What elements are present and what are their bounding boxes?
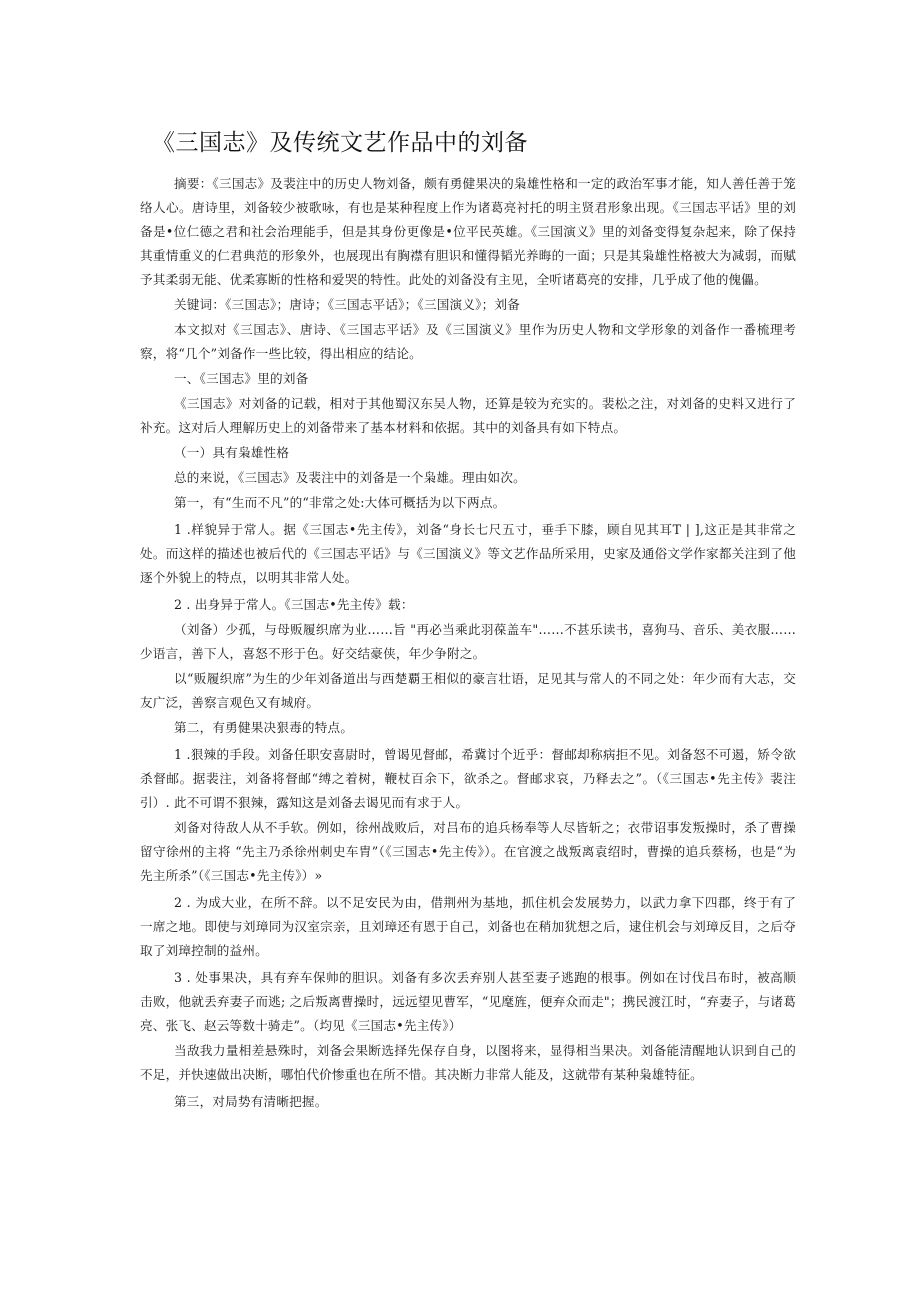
- abstract-paragraph: 摘要：《三国志》及裴注中的历史人物刘备，颇有勇健果决的枭雄性格和一定的政治军事才能，知人善任善于笼络人心。唐诗里，刘备较少被歌咏，有也是某种程度上作为诸葛亮衬托的明主贤君形象出现。《三国志平话》里的刘备是•位仁德之君和社会治理能手，但是其身份更像是•位平民英雄。《三国演义》里的刘备变得复杂起来，除了保持其重情重义的仁君典范的形象外，也展现出有胸襟有胆识和懂得韬光养晦的一面；只是其枭雄性格被大为减弱，而赋予其柔弱无能、优柔寡断的性格和爱哭的特性。此处的刘备没有主见，全听诸葛亮的安排，几乎成了他的傀儡。: [140, 176, 796, 287]
- point-heading: 第一，有“生而不凡”的“非常之处:大体可概括为以下两点。: [174, 495, 506, 510]
- body-paragraph: 以“贩履织席”为生的少年刘备道出与西楚覇王相似的豪言壮语，足见其与常人的不同之处：年少而有大志，交友广泛，善察言观色又有城府。: [140, 671, 796, 710]
- list-item: 2 . 为成大业，在所不辞。以不足安民为由，借荆州为基地，抓住机会发展势力，以武力拿下四郡，终于有了一席之地。即使与刘璋同为汉室宗亲，且刘璋还有恩于自己，刘备也在稍加犹想之后，逮住机会与刘璋反目，之后夺取了刘璋控制的益州。: [140, 895, 796, 958]
- body-paragraph: 刘备对待敌人从不手软。例如，徐州战败后，对吕布的追兵杨奉等人尽皆斩之；衣带诏事发叛操时，杀了曹操留守徐州的主将 “先主乃杀徐州刺史车胄”（《三国志•先主传》）。在官渡之战叛离袁绍时，曹操的追兵蔡杨，也是“为先主所杀”（《三国志•先主传》）»: [140, 820, 796, 883]
- list-item: 1 .样貌异于常人。据《三国志•先主传》，刘备“身长七尺五寸，垂手下膝，顾自见其耳T | ],这正是其非常之处。而这样的描述也被后代的《三国志平话》与《三国演义》等文艺作品所采用，史家及通俗文学作家都关注到了他逐个外貌上的特点，以明其非常人处。: [140, 522, 796, 585]
- article-title: 《三国志》及传统文艺作品中的刘备: [152, 130, 528, 156]
- point-heading: 第二，有勇健果决狠毒的特点。: [174, 720, 354, 735]
- list-item: 2 . 出身异于常人。《三国志•先主传》载：: [174, 597, 414, 612]
- article-body: [140, 172, 796, 1115]
- section-heading-1: 一、《三国志》里的刘备: [174, 371, 309, 386]
- quotation-paragraph: （刘备）少孤，与母贩履织席为业……旨 "再必当乘此羽葆盖车"……不甚乐读书，喜狗马、音乐、美衣服……少语言，善下人，喜怒不形于色。好交结豪侠，年少争附之。: [140, 622, 796, 661]
- list-item: 3 . 处事果决，具有弃车保帅的胆识。刘备有多次丢弃别人甚至妻子逃跑的根事。例如在讨伐吕布时，被高顺击败，他就丢弃妻子而逃; 之后叛离曹操时，远远望见曹军，“见麾旌，便弃众而走"；携民渡江时，“弃妻子，与诸葛亮、张飞、赵云等数十骑走”。（均见《三国志•先主传》）: [140, 970, 796, 1033]
- list-item: 1 .狠辣的手段。刘备任职安喜尉时，曾谒见督邮，希冀讨个近乎：督邮却称病拒不见。刘备怒不可遏，矫令欲杀督邮。据裴注，刘备将督邮“缚之着树，鞭杖百余下，欲杀之。督邮求哀，乃释去之”。（《三国志•先主传》裴注引）. 此不可谓不狠辣，露知这是刘备去谒见而有求于人。: [140, 747, 796, 810]
- keywords-paragraph: 关键词：《三国志》；唐诗；《三国志平话》；《三国演义》；刘备: [174, 297, 521, 312]
- intro-paragraph: 本文拟对《三国志》、唐诗、《三国志平话》及《三国演义》里作为历史人物和文学形象的刘备作一番梳理考察，将“几个”刘备作一些比较，得出相应的结论。: [140, 322, 796, 361]
- body-paragraph: 当敌我力量相差悬殊时，刘备会果断选择先保存自身，以图将来，显得相当果决。刘备能清醒地认识到自己的不足，并快速做出决断，哪怕代价惨重也在所不惜。其决断力非常人能及，这就带有某种枭雄特征。: [140, 1043, 796, 1082]
- subsection-heading: （一）具有枭雄性格: [174, 445, 290, 460]
- point-heading: 第三，对局势有清晰把握。: [174, 1094, 328, 1109]
- body-paragraph: 《三国志》对刘备的记载，相对于其他蜀汉东吴人物，还算是较为充实的。裴松之注，对刘备的史料又进行了补充。这对后人理解历史上的刘备带来了基本材料和依据。其中的刘备具有如下特点。: [140, 396, 796, 435]
- body-paragraph: 总的来说，《三国志》及裴注中的刘备是一个枭雄。理由如次。: [174, 470, 526, 485]
